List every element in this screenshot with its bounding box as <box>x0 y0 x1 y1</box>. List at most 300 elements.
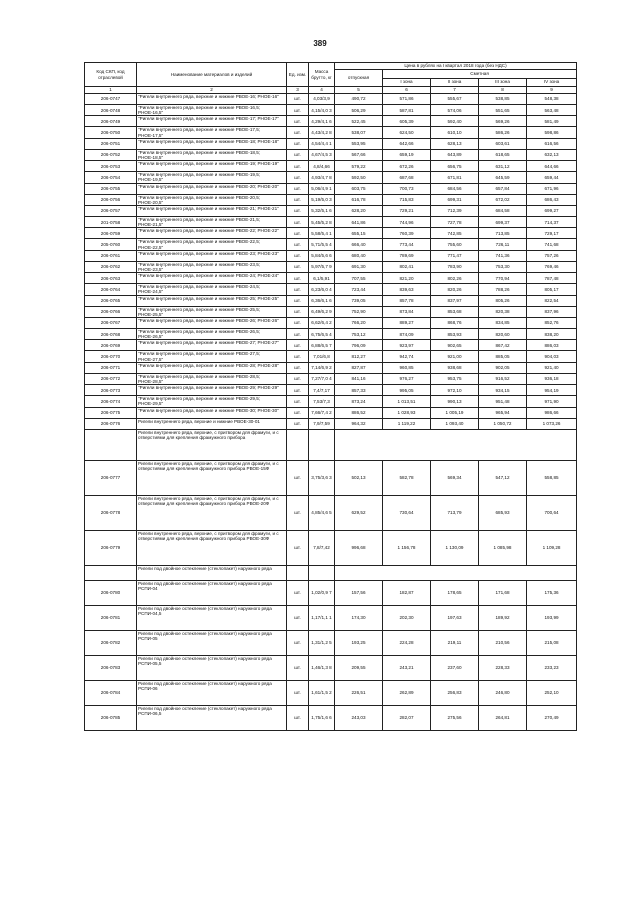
price-otpusk: 857,33 <box>335 385 383 396</box>
item-unit: шт. <box>287 460 309 495</box>
item-name: "Ригели внутреннего ряда, верхние и нижние РВОЕ-23; РНОЕ-23" <box>137 250 287 261</box>
price-zone-4: 1 073,26 <box>527 418 577 429</box>
price-zone-1: 729,21 <box>383 206 431 217</box>
header-smetnaya: Сметная <box>383 70 577 79</box>
item-mass: 7,4/7,17 <box>309 385 335 396</box>
price-zone-4: 954,19 <box>527 385 577 396</box>
price-zone-4: 921,40 <box>527 362 577 373</box>
section-empty-cell <box>309 429 335 460</box>
price-zone-4: 252,10 <box>527 680 577 705</box>
price-otpusk: 243,03 <box>335 705 383 730</box>
item-name: "Ригели внутреннего ряда, верхние и нижние РВОЕ-29; РНОЕ-29" <box>137 385 287 396</box>
price-zone-1: 773,44 <box>383 239 431 250</box>
price-zone-3: 684,58 <box>479 206 527 217</box>
item-mass: 4,93/4,7 8 <box>309 172 335 183</box>
column-number-row <box>85 87 577 94</box>
price-zone-4: 175,36 <box>527 580 577 605</box>
table-row <box>85 194 577 205</box>
price-otpusk: 723,44 <box>335 284 383 295</box>
item-name: "Ригели внутреннего ряда, верхние и нижние РВОЕ-19; РНОЕ-19" <box>137 161 287 172</box>
item-mass: 6,62/6,4 2 <box>309 318 335 329</box>
col-num: 8 <box>479 87 527 94</box>
item-code: 206-0763 <box>85 273 137 284</box>
price-otpusk: 841,16 <box>335 373 383 384</box>
item-code: 206-0769 <box>85 340 137 351</box>
item-code: 201-0758 <box>85 217 137 228</box>
price-zone-4: 852,76 <box>527 318 577 329</box>
price-zone-1: 839,63 <box>383 284 431 295</box>
item-code: 206-0775 <box>85 407 137 418</box>
item-unit: шт. <box>287 127 309 138</box>
item-unit: шт. <box>287 340 309 351</box>
item-mass: 1,31/1,2 5 <box>309 630 335 655</box>
price-zone-3: 805,26 <box>479 295 527 306</box>
section-title: Ригели внутреннего ряда, верхние, с притвором для фрамуги, и с отверстиями для крепления фрамужного прибора <box>137 429 287 460</box>
table-row <box>85 362 577 373</box>
price-zone-4: 714,37 <box>527 217 577 228</box>
item-code: 206-0777 <box>85 460 137 495</box>
price-zone-2: 727,78 <box>431 217 479 228</box>
price-zone-2: 569,34 <box>431 460 479 495</box>
col-num: 4 <box>309 87 335 94</box>
price-zone-2: 684,56 <box>431 183 479 194</box>
header-zone-1: I зона <box>383 78 431 87</box>
price-zone-1: 821,20 <box>383 273 431 284</box>
price-zone-3: 228,33 <box>479 655 527 680</box>
price-zone-4: 936,18 <box>527 373 577 384</box>
price-zone-3: 631,12 <box>479 161 527 172</box>
price-zone-1: 802,41 <box>383 261 431 272</box>
price-zone-2: 742,85 <box>431 228 479 239</box>
item-code: 206-0751 <box>85 138 137 149</box>
item-unit: шт. <box>287 396 309 407</box>
price-zone-2: 555,67 <box>431 94 479 105</box>
item-mass: 4,03/3,9 <box>309 94 335 105</box>
table-row <box>85 94 577 105</box>
item-code: 206-0778 <box>85 495 137 530</box>
item-unit: шт. <box>287 705 309 730</box>
item-unit: шт. <box>287 407 309 418</box>
price-zone-4: 270,49 <box>527 705 577 730</box>
price-zone-2: 953,75 <box>431 373 479 384</box>
price-zone-4: 971,90 <box>527 396 577 407</box>
price-zone-1: 202,30 <box>383 605 431 630</box>
price-zone-4: 233,23 <box>527 655 577 680</box>
item-mass: 4,43/4,2 8 <box>309 127 335 138</box>
price-zone-3: 885,05 <box>479 351 527 362</box>
price-zone-2: 783,90 <box>431 261 479 272</box>
price-otpusk: 502,13 <box>335 460 383 495</box>
price-otpusk: 707,55 <box>335 273 383 284</box>
price-otpusk: 567,66 <box>335 149 383 160</box>
item-mass: 5,58/5,4 1 <box>309 228 335 239</box>
price-zone-3: 867,42 <box>479 340 527 351</box>
price-zone-3: 1 085,98 <box>479 530 527 565</box>
price-zone-1: 874,09 <box>383 329 431 340</box>
item-unit: шт. <box>287 105 309 116</box>
price-zone-3: 699,37 <box>479 217 527 228</box>
item-unit: шт. <box>287 183 309 194</box>
price-zone-2: 610,10 <box>431 127 479 138</box>
price-zone-3: 713,85 <box>479 228 527 239</box>
item-code: 206-0784 <box>85 680 137 705</box>
item-name: Ригели внутреннего ряда, верхние и нижние РВОЕ-30-01 <box>137 418 287 429</box>
section-empty-cell <box>335 565 577 580</box>
price-zone-2: 902,65 <box>431 340 479 351</box>
table-row <box>85 630 577 655</box>
table-row <box>85 273 577 284</box>
item-code: 206-0773 <box>85 385 137 396</box>
item-name: Ригели под двойное остекление (стеклопакет) наружного ряда РСПИ-05,5 <box>137 655 287 680</box>
item-unit: шт. <box>287 680 309 705</box>
item-name: Ригели под двойное остекление (стеклопакет) наружного ряда РСПИ-04 <box>137 580 287 605</box>
price-zone-4: 769,46 <box>527 261 577 272</box>
price-zone-3: 603,61 <box>479 138 527 149</box>
item-mass: 6,23/6,0 4 <box>309 284 335 295</box>
price-otpusk: 655,15 <box>335 228 383 239</box>
section-empty-cell <box>287 565 309 580</box>
col-num: 6 <box>383 87 431 94</box>
item-mass: 5,32/5,1 6 <box>309 206 335 217</box>
price-otpusk: 753,12 <box>335 329 383 340</box>
price-zone-3: 934,15 <box>479 385 527 396</box>
section-header-2-body <box>85 565 577 580</box>
item-name: Ригели внутреннего ряда, верхние, с притвором для фрамуги, и с отверстиями для крепления фрамужного прибора РВОЕ-20Ф <box>137 495 287 530</box>
item-code: 206-0783 <box>85 655 137 680</box>
price-zone-4: 548,38 <box>527 94 577 105</box>
price-zone-2: 275,56 <box>431 705 479 730</box>
item-name: "Ригели внутреннего ряда, верхние и нижние РВОЕ-29,5; РНОЕ-29,5" <box>137 396 287 407</box>
price-otpusk: 209,55 <box>335 655 383 680</box>
price-zone-3: 753,30 <box>479 261 527 272</box>
price-otpusk: 964,32 <box>335 418 383 429</box>
price-otpusk: 827,87 <box>335 362 383 373</box>
price-zone-2: 699,31 <box>431 194 479 205</box>
table-body-fanlight <box>85 460 577 565</box>
item-name: "Ригели внутреннего ряда, верхние и нижние РВОЕ-26; РНОЕ-26" <box>137 318 287 329</box>
price-zone-1: 1 119,22 <box>383 418 431 429</box>
item-name: "Ригели внутреннего ряда, верхние и нижние РВОЕ-17,5; РНОЕ-17,5" <box>137 127 287 138</box>
price-zone-3: 902,05 <box>479 362 527 373</box>
price-table <box>84 62 577 731</box>
item-name: "Ригели внутреннего ряда, верхние и нижние РВОЕ-20,5; РНОЕ-20,5" <box>137 194 287 205</box>
price-zone-1: 624,50 <box>383 127 431 138</box>
price-zone-2: 853,68 <box>431 306 479 317</box>
table-row <box>85 228 577 239</box>
item-code: 205-0760 <box>85 239 137 250</box>
item-name: Ригели под двойное остекление (стеклопакет) наружного ряда РСПИ-06 <box>137 680 287 705</box>
item-mass: 4,8/4,66 <box>309 161 335 172</box>
price-otpusk: 157,56 <box>335 580 383 605</box>
table-row <box>85 680 577 705</box>
item-mass: 6,75/6,5 4 <box>309 329 335 340</box>
price-otpusk: 873,24 <box>335 396 383 407</box>
price-zone-2: 853,93 <box>431 329 479 340</box>
item-mass: 4,54/4,4 1 <box>309 138 335 149</box>
item-code: 206-0767 <box>85 318 137 329</box>
table-row <box>85 530 577 565</box>
price-zone-1: 976,27 <box>383 373 431 384</box>
item-code: 206-0770 <box>85 351 137 362</box>
price-zone-3: 788,26 <box>479 284 527 295</box>
price-zone-4: 659,44 <box>527 172 577 183</box>
price-zone-3: 210,56 <box>479 630 527 655</box>
price-zone-1: 224,28 <box>383 630 431 655</box>
price-otpusk: 739,05 <box>335 295 383 306</box>
table-row <box>85 161 577 172</box>
price-zone-3: 189,92 <box>479 605 527 630</box>
item-unit: шт. <box>287 261 309 272</box>
header-otpusk: отпускная <box>335 70 383 87</box>
item-unit: шт. <box>287 655 309 680</box>
section-empty-cell <box>335 429 577 460</box>
price-otpusk: 506,29 <box>335 105 383 116</box>
table-row <box>85 340 577 351</box>
price-zone-3: 551,65 <box>479 105 527 116</box>
price-zone-1: 730,64 <box>383 495 431 530</box>
price-zone-4: 729,17 <box>527 228 577 239</box>
item-code: 206-0774 <box>85 396 137 407</box>
item-unit: шт. <box>287 284 309 295</box>
price-zone-2: 938,68 <box>431 362 479 373</box>
table-row <box>85 318 577 329</box>
price-zone-1: 659,19 <box>383 149 431 160</box>
item-name: Ригели под двойное остекление (стеклопакет) наружного ряда РСПИ-05 <box>137 630 287 655</box>
table-row <box>85 105 577 116</box>
price-zone-2: 868,76 <box>431 318 479 329</box>
table-row <box>85 580 577 605</box>
price-zone-2: 671,81 <box>431 172 479 183</box>
item-mass: 3,75/3,6 3 <box>309 460 335 495</box>
item-code: 206-0779 <box>85 530 137 565</box>
item-unit: шт. <box>287 605 309 630</box>
price-zone-2: 713,79 <box>431 495 479 530</box>
table-row <box>85 138 577 149</box>
price-otpusk: 796,09 <box>335 340 383 351</box>
price-zone-4: 215,08 <box>527 630 577 655</box>
item-mass: 6,88/6,5 7 <box>309 340 335 351</box>
item-mass: 6,1/5,91 <box>309 273 335 284</box>
price-zone-3: 965,94 <box>479 407 527 418</box>
item-mass: 4,85/4,6 5 <box>309 495 335 530</box>
item-name: "Ригели внутреннего ряда, верхние и нижние РВОЕ-24,5; РНОЕ-24,5" <box>137 284 287 295</box>
item-unit: шт. <box>287 116 309 127</box>
price-zone-3: 538,85 <box>479 94 527 105</box>
price-zone-4: 598,86 <box>527 127 577 138</box>
price-zone-2: 643,89 <box>431 149 479 160</box>
price-zone-1: 789,69 <box>383 250 431 261</box>
price-zone-4: 686,43 <box>527 194 577 205</box>
price-zone-1: 700,73 <box>383 183 431 194</box>
price-otpusk: 641,86 <box>335 217 383 228</box>
price-zone-4: 787,48 <box>527 273 577 284</box>
section-empty-cell <box>85 565 137 580</box>
table-row <box>85 284 577 295</box>
header-zone-4: IV зона <box>527 78 577 87</box>
price-zone-4: 558,85 <box>527 460 577 495</box>
item-name: Ригели под двойное остекление (стеклопакет) наружного ряда РСПИ-06,5 <box>137 705 287 730</box>
price-zone-4: 757,26 <box>527 250 577 261</box>
price-zone-1: 923,97 <box>383 340 431 351</box>
item-unit: шт. <box>287 418 309 429</box>
item-unit: шт. <box>287 239 309 250</box>
item-name: Ригели внутреннего ряда, верхние, с притвором для фрамуги, и с отверстиями для крепления фрамужного прибора РВОЕ-15Ф <box>137 460 287 495</box>
price-otpusk: 522,45 <box>335 116 383 127</box>
col-num: 3 <box>287 87 309 94</box>
item-code: 206-0780 <box>85 580 137 605</box>
item-code: 206-0761 <box>85 250 137 261</box>
item-name: "Ригели внутреннего ряда, верхние и нижние РВОЕ-27; РНОЕ-27" <box>137 340 287 351</box>
price-zone-1: 873,84 <box>383 306 431 317</box>
item-name: "Ригели внутреннего ряда, верхние и нижние РВОЕ-25; РНОЕ-25" <box>137 295 287 306</box>
price-zone-2: 237,60 <box>431 655 479 680</box>
item-mass: 5,71/5,5 4 <box>309 239 335 250</box>
item-mass: 7,9/7,59 <box>309 418 335 429</box>
item-unit: шт. <box>287 217 309 228</box>
item-code: 206-0765 <box>85 295 137 306</box>
price-zone-1: 243,21 <box>383 655 431 680</box>
price-zone-2: 990,13 <box>431 396 479 407</box>
price-zone-2: 219,11 <box>431 630 479 655</box>
item-unit: шт. <box>287 580 309 605</box>
price-zone-2: 574,06 <box>431 105 479 116</box>
item-code: 206-0782 <box>85 630 137 655</box>
item-name: "Ригели внутреннего ряда, верхние и нижние РВОЕ-28; РНОЕ-28" <box>137 362 287 373</box>
item-unit: шт. <box>287 161 309 172</box>
price-zone-2: 771,47 <box>431 250 479 261</box>
price-zone-3: 246,80 <box>479 680 527 705</box>
table-row <box>85 149 577 160</box>
item-mass: 7,66/7,4 2 <box>309 407 335 418</box>
item-mass: 7,53/7,3 <box>309 396 335 407</box>
price-zone-2: 712,39 <box>431 206 479 217</box>
item-unit: шт. <box>287 295 309 306</box>
item-name: "Ригели внутреннего ряда, верхние и нижние РВОЕ-25,5; РНОЕ-25,5" <box>137 306 287 317</box>
table-row <box>85 396 577 407</box>
item-mass: 5,06/4,9 1 <box>309 183 335 194</box>
header-zone-3: III зона <box>479 78 527 87</box>
price-zone-1: 889,27 <box>383 318 431 329</box>
item-unit: шт. <box>287 250 309 261</box>
col-num: 9 <box>527 87 577 94</box>
item-name: "Ригели внутреннего ряда, верхние и нижние РВОЕ-22; РНОЕ-22" <box>137 228 287 239</box>
table-row <box>85 183 577 194</box>
item-mass: 6,49/6,2 9 <box>309 306 335 317</box>
price-zone-4: 700,64 <box>527 495 577 530</box>
price-zone-1: 715,83 <box>383 194 431 205</box>
section-header-1-body <box>85 429 577 460</box>
price-zone-2: 972,10 <box>431 385 479 396</box>
price-zone-3: 1 050,72 <box>479 418 527 429</box>
item-code: 206-0776 <box>85 418 137 429</box>
item-mass: 1,46/1,3 8 <box>309 655 335 680</box>
price-zone-2: 921,00 <box>431 351 479 362</box>
item-code: 206-0752 <box>85 149 137 160</box>
price-zone-4: 699,27 <box>527 206 577 217</box>
price-zone-4: 193,99 <box>527 605 577 630</box>
item-code: 206-0748 <box>85 105 137 116</box>
price-zone-1: 642,66 <box>383 138 431 149</box>
item-name: "Ригели внутреннего ряда, верхние и нижние РВОЕ-23,5; РНОЕ-23,5" <box>137 261 287 272</box>
price-zone-1: 960,85 <box>383 362 431 373</box>
price-zone-3: 820,38 <box>479 306 527 317</box>
item-code: 206-0762 <box>85 261 137 272</box>
price-zone-4: 838,20 <box>527 329 577 340</box>
price-zone-2: 755,60 <box>431 239 479 250</box>
price-zone-3: 264,81 <box>479 705 527 730</box>
price-zone-1: 571,86 <box>383 94 431 105</box>
price-otpusk: 996,68 <box>335 530 383 565</box>
price-zone-2: 178,65 <box>431 580 479 605</box>
price-zone-1: 582,78 <box>383 460 431 495</box>
price-zone-4: 671,96 <box>527 183 577 194</box>
item-name: "Ригели внутреннего ряда, верхние и нижние РВОЕ-19,5; РНОЕ-19,5" <box>137 172 287 183</box>
item-code: 206-0772 <box>85 373 137 384</box>
price-zone-1: 587,81 <box>383 105 431 116</box>
price-zone-3: 770,94 <box>479 273 527 284</box>
price-zone-3: 916,52 <box>479 373 527 384</box>
table-row <box>85 705 577 730</box>
price-otpusk: 812,27 <box>335 351 383 362</box>
price-otpusk: 226,51 <box>335 680 383 705</box>
price-zone-4: 632,13 <box>527 149 577 160</box>
item-mass: 4,15/4,0 3 <box>309 105 335 116</box>
table-row <box>85 407 577 418</box>
price-otpusk: 193,25 <box>335 630 383 655</box>
price-zone-4: 581,49 <box>527 116 577 127</box>
item-mass: 5,97/5,7 9 <box>309 261 335 272</box>
price-otpusk: 691,30 <box>335 261 383 272</box>
item-mass: 4,67/4,5 3 <box>309 149 335 160</box>
item-unit: шт. <box>287 351 309 362</box>
price-otpusk: 579,22 <box>335 161 383 172</box>
item-unit: шт. <box>287 385 309 396</box>
price-zone-1: 1 028,93 <box>383 407 431 418</box>
price-zone-1: 687,68 <box>383 172 431 183</box>
item-name: "Ригели внутреннего ряда, верхние и нижние РВОЕ-16; РНОЕ-16" <box>137 94 287 105</box>
price-zone-3: 586,26 <box>479 127 527 138</box>
item-code: 206-0785 <box>85 705 137 730</box>
item-unit: шт. <box>287 273 309 284</box>
item-unit: шт. <box>287 94 309 105</box>
item-unit: шт. <box>287 495 309 530</box>
table-row <box>85 385 577 396</box>
price-zone-2: 628,13 <box>431 138 479 149</box>
item-name: Ригели под двойное остекление (стеклопакет) наружного ряда РСПИ-04,5 <box>137 605 287 630</box>
item-code: 206-0750 <box>85 127 137 138</box>
page-number: 389 <box>313 39 327 48</box>
price-zone-4: 986,66 <box>527 407 577 418</box>
price-zone-1: 262,89 <box>383 680 431 705</box>
table-row <box>85 261 577 272</box>
price-zone-2: 1 130,09 <box>431 530 479 565</box>
section-row <box>85 565 577 580</box>
price-zone-3: 547,12 <box>479 460 527 495</box>
price-zone-4: 741,68 <box>527 239 577 250</box>
item-code: 206-0747 <box>85 94 137 105</box>
item-mass: 7,27/7,0 4 <box>309 373 335 384</box>
item-name: Ригели внутреннего ряда, верхние, с притвором для фрамуги, и с отверстиями для крепления фрамужного прибора РВОЕ-30Ф <box>137 530 287 565</box>
price-zone-4: 822,54 <box>527 295 577 306</box>
table-row <box>85 127 577 138</box>
section-empty-cell <box>85 429 137 460</box>
item-unit: шт. <box>287 228 309 239</box>
section-empty-cell <box>287 429 309 460</box>
item-mass: 1,75/1,6 6 <box>309 705 335 730</box>
item-unit: шт. <box>287 530 309 565</box>
price-zone-2: 820,26 <box>431 284 479 295</box>
price-zone-4: 886,03 <box>527 340 577 351</box>
